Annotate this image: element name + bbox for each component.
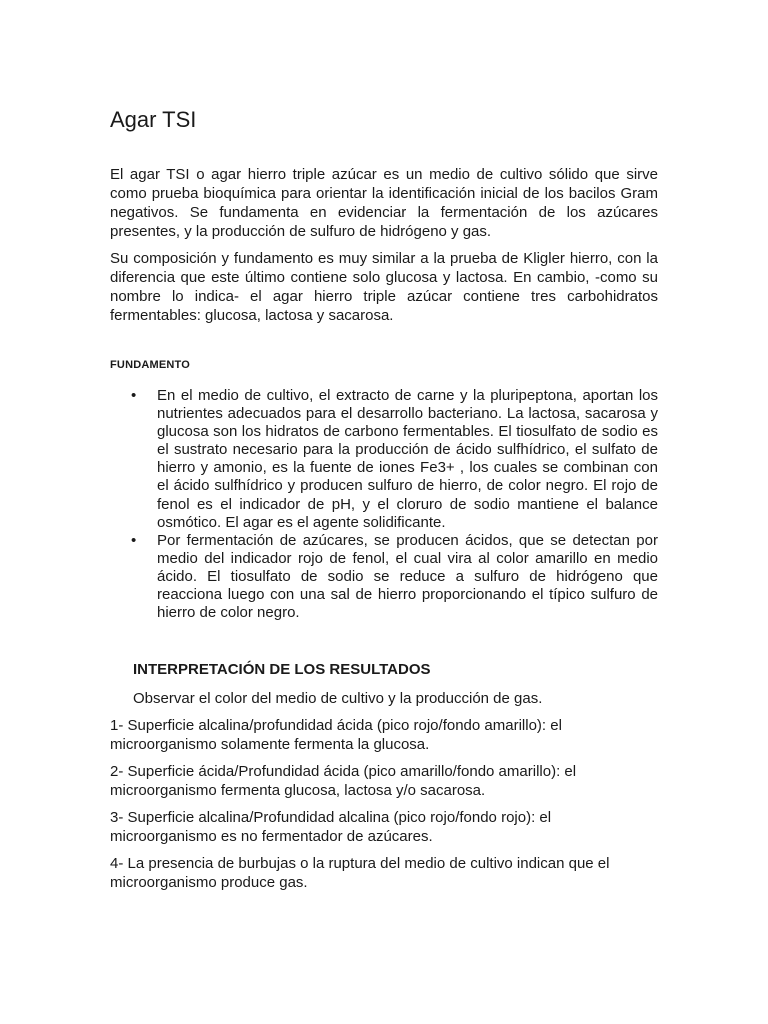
bullet-icon: • xyxy=(131,531,137,549)
document-title: Agar TSI xyxy=(110,107,197,132)
results-list xyxy=(110,717,658,901)
result-item: 2- Superficie ácida/Profundidad ácida (pico amarillo/fondo amarillo): el microorganismo fermenta glucosa, lactosa y/o sacarosa. xyxy=(110,763,577,799)
intro-paragraph: Su composición y fundamento es muy similar a la prueba de Kligler hierro, con la diferencia que este último contiene solo glucosa y lactosa. En cambio, -como su nombre lo indica- el agar hierro triple azúcar contiene tres carbohidratos fermentables: glucosa, lactosa y sacarosa. xyxy=(110,250,658,324)
fundamento-list xyxy=(110,387,658,622)
intro-paragraph: El agar TSI o agar hierro triple azúcar es un medio de cultivo sólido que sirve como prueba bioquímica para orientar la identificación inicial de los bacilos Gram negativos. Se fundamenta en evidenciar la fermentación de los azúcares presentes, y la producción de sulfuro de hidrógeno y gas. xyxy=(110,166,658,240)
fundamento-list-item xyxy=(110,387,658,532)
interpretacion-heading: INTERPRETACIÓN DE LOS RESULTADOS xyxy=(133,661,431,678)
result-item: 3- Superficie alcalina/Profundidad alcalina (pico rojo/fondo rojo): el microorganismo es no fermentador de azúcares. xyxy=(110,809,552,845)
fundamento-item-text: En el medio de cultivo, el extracto de carne y la pluripeptona, aportan los nutrientes adecuados para el desarrollo bacteriano. La lactosa, sacarosa y glucosa son los hidratos de carbono fermentables. El tiosulfato de sodio es el sustrato necesario para la producción de ácido sulfhídrico, el sulfato de hierro y amonio, es la fuente de iones Fe3+ , los cuales se combinan con el ácido sulfhídrico y producen sulfuro de hierro, de color negro. El rojo de fenol es el indicador de pH, y el cloruro de sodio mantiene el balance osmótico. El agar es el agente solidificante. xyxy=(157,387,658,531)
bullet-icon: • xyxy=(131,387,137,404)
observe-instruction: Observar el color del medio de cultivo y la producción de gas. xyxy=(133,690,543,707)
fundamento-item-text: Por fermentación de azúcares, se producen ácidos, que se detectan por medio del indicador rojo de fenol, el cual vira al color amarillo en medio ácido. El tiosulfato de sodio se reduce a sulfuro de hidrógeno que reacciona luego con una sal de hierro proporcionando el típico sulfuro de hierro de color negro. xyxy=(157,531,658,622)
intro-section xyxy=(110,165,658,325)
fundamento-list-item xyxy=(110,532,658,622)
fundamento-heading: FUNDAMENTO xyxy=(110,359,191,371)
result-item: 4- La presencia de burbujas o la ruptura del medio de cultivo indican que el microorganismo produce gas. xyxy=(110,855,610,891)
result-item: 1- Superficie alcalina/profundidad ácida (pico rojo/fondo amarillo): el microorganismo solamente fermenta la glucosa. xyxy=(110,717,562,753)
